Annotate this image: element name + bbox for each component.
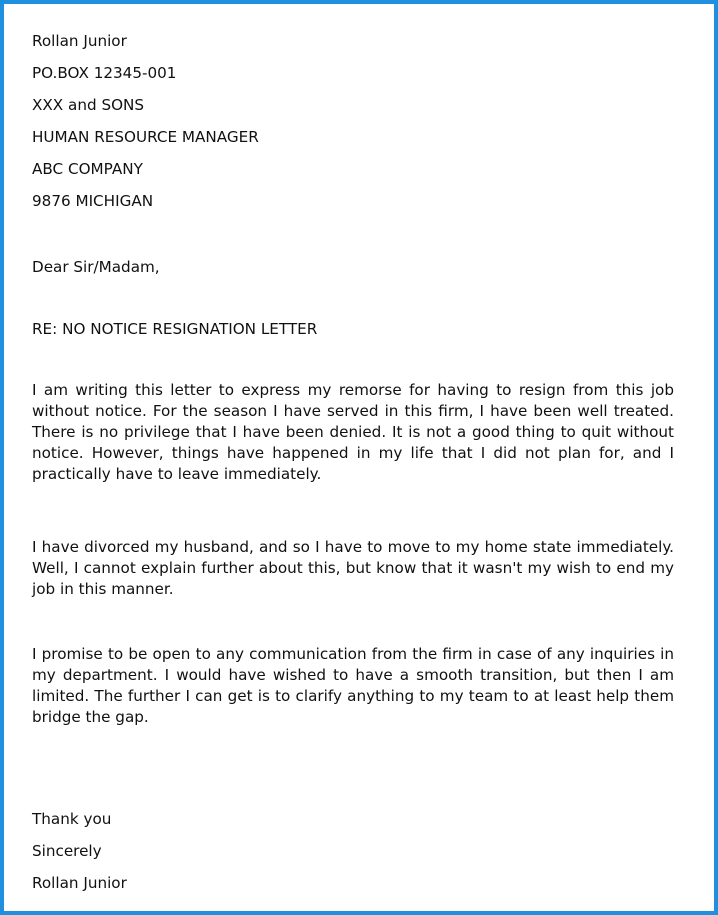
recipient-title: HUMAN RESOURCE MANAGER <box>32 128 259 146</box>
spacer <box>32 485 674 537</box>
body-paragraph-2: I have divorced my husband, and so I have to move to my home state immediately. Well, I cannot explain further about this, but know that it wasn't my wish to end my job in this manner. <box>32 538 674 598</box>
body-paragraph-3: I promise to be open to any communication from the firm in case of any inquiries in my department. I would have wished to have a smooth transition, but then I am limited. The further I can get is to clarify anything to my team to at least help them bridge the gap. <box>32 645 674 726</box>
spacer <box>32 222 674 256</box>
spacer <box>32 350 674 380</box>
signature-name: Rollan Junior <box>32 874 127 892</box>
spacer <box>32 600 674 644</box>
spacer <box>32 728 674 808</box>
closing-sign-off: Sincerely <box>32 842 102 860</box>
recipient-company-line2: ABC COMPANY <box>32 160 143 178</box>
subject-line: RE: NO NOTICE RESIGNATION LETTER <box>32 320 318 338</box>
sender-name: Rollan Junior <box>32 32 127 50</box>
recipient-company-line1: XXX and SONS <box>32 96 145 114</box>
recipient-address: 9876 MICHIGAN <box>32 192 154 210</box>
body-paragraph-1: I am writing this letter to express my remorse for having to resign from this job without notice. For the season I have served in this firm, I have been well treated. There is no privilege that I have been denied. It is not a good thing to quit without notice. However, things have happened in my life that I did not plan for, and I practically have to leave immediately. <box>32 381 674 483</box>
sender-po-box: PO.BOX 12345-001 <box>32 64 177 82</box>
letter-body <box>32 30 674 904</box>
salutation: Dear Sir/Madam, <box>32 258 160 276</box>
closing-thanks: Thank you <box>32 810 112 828</box>
spacer <box>32 288 674 318</box>
